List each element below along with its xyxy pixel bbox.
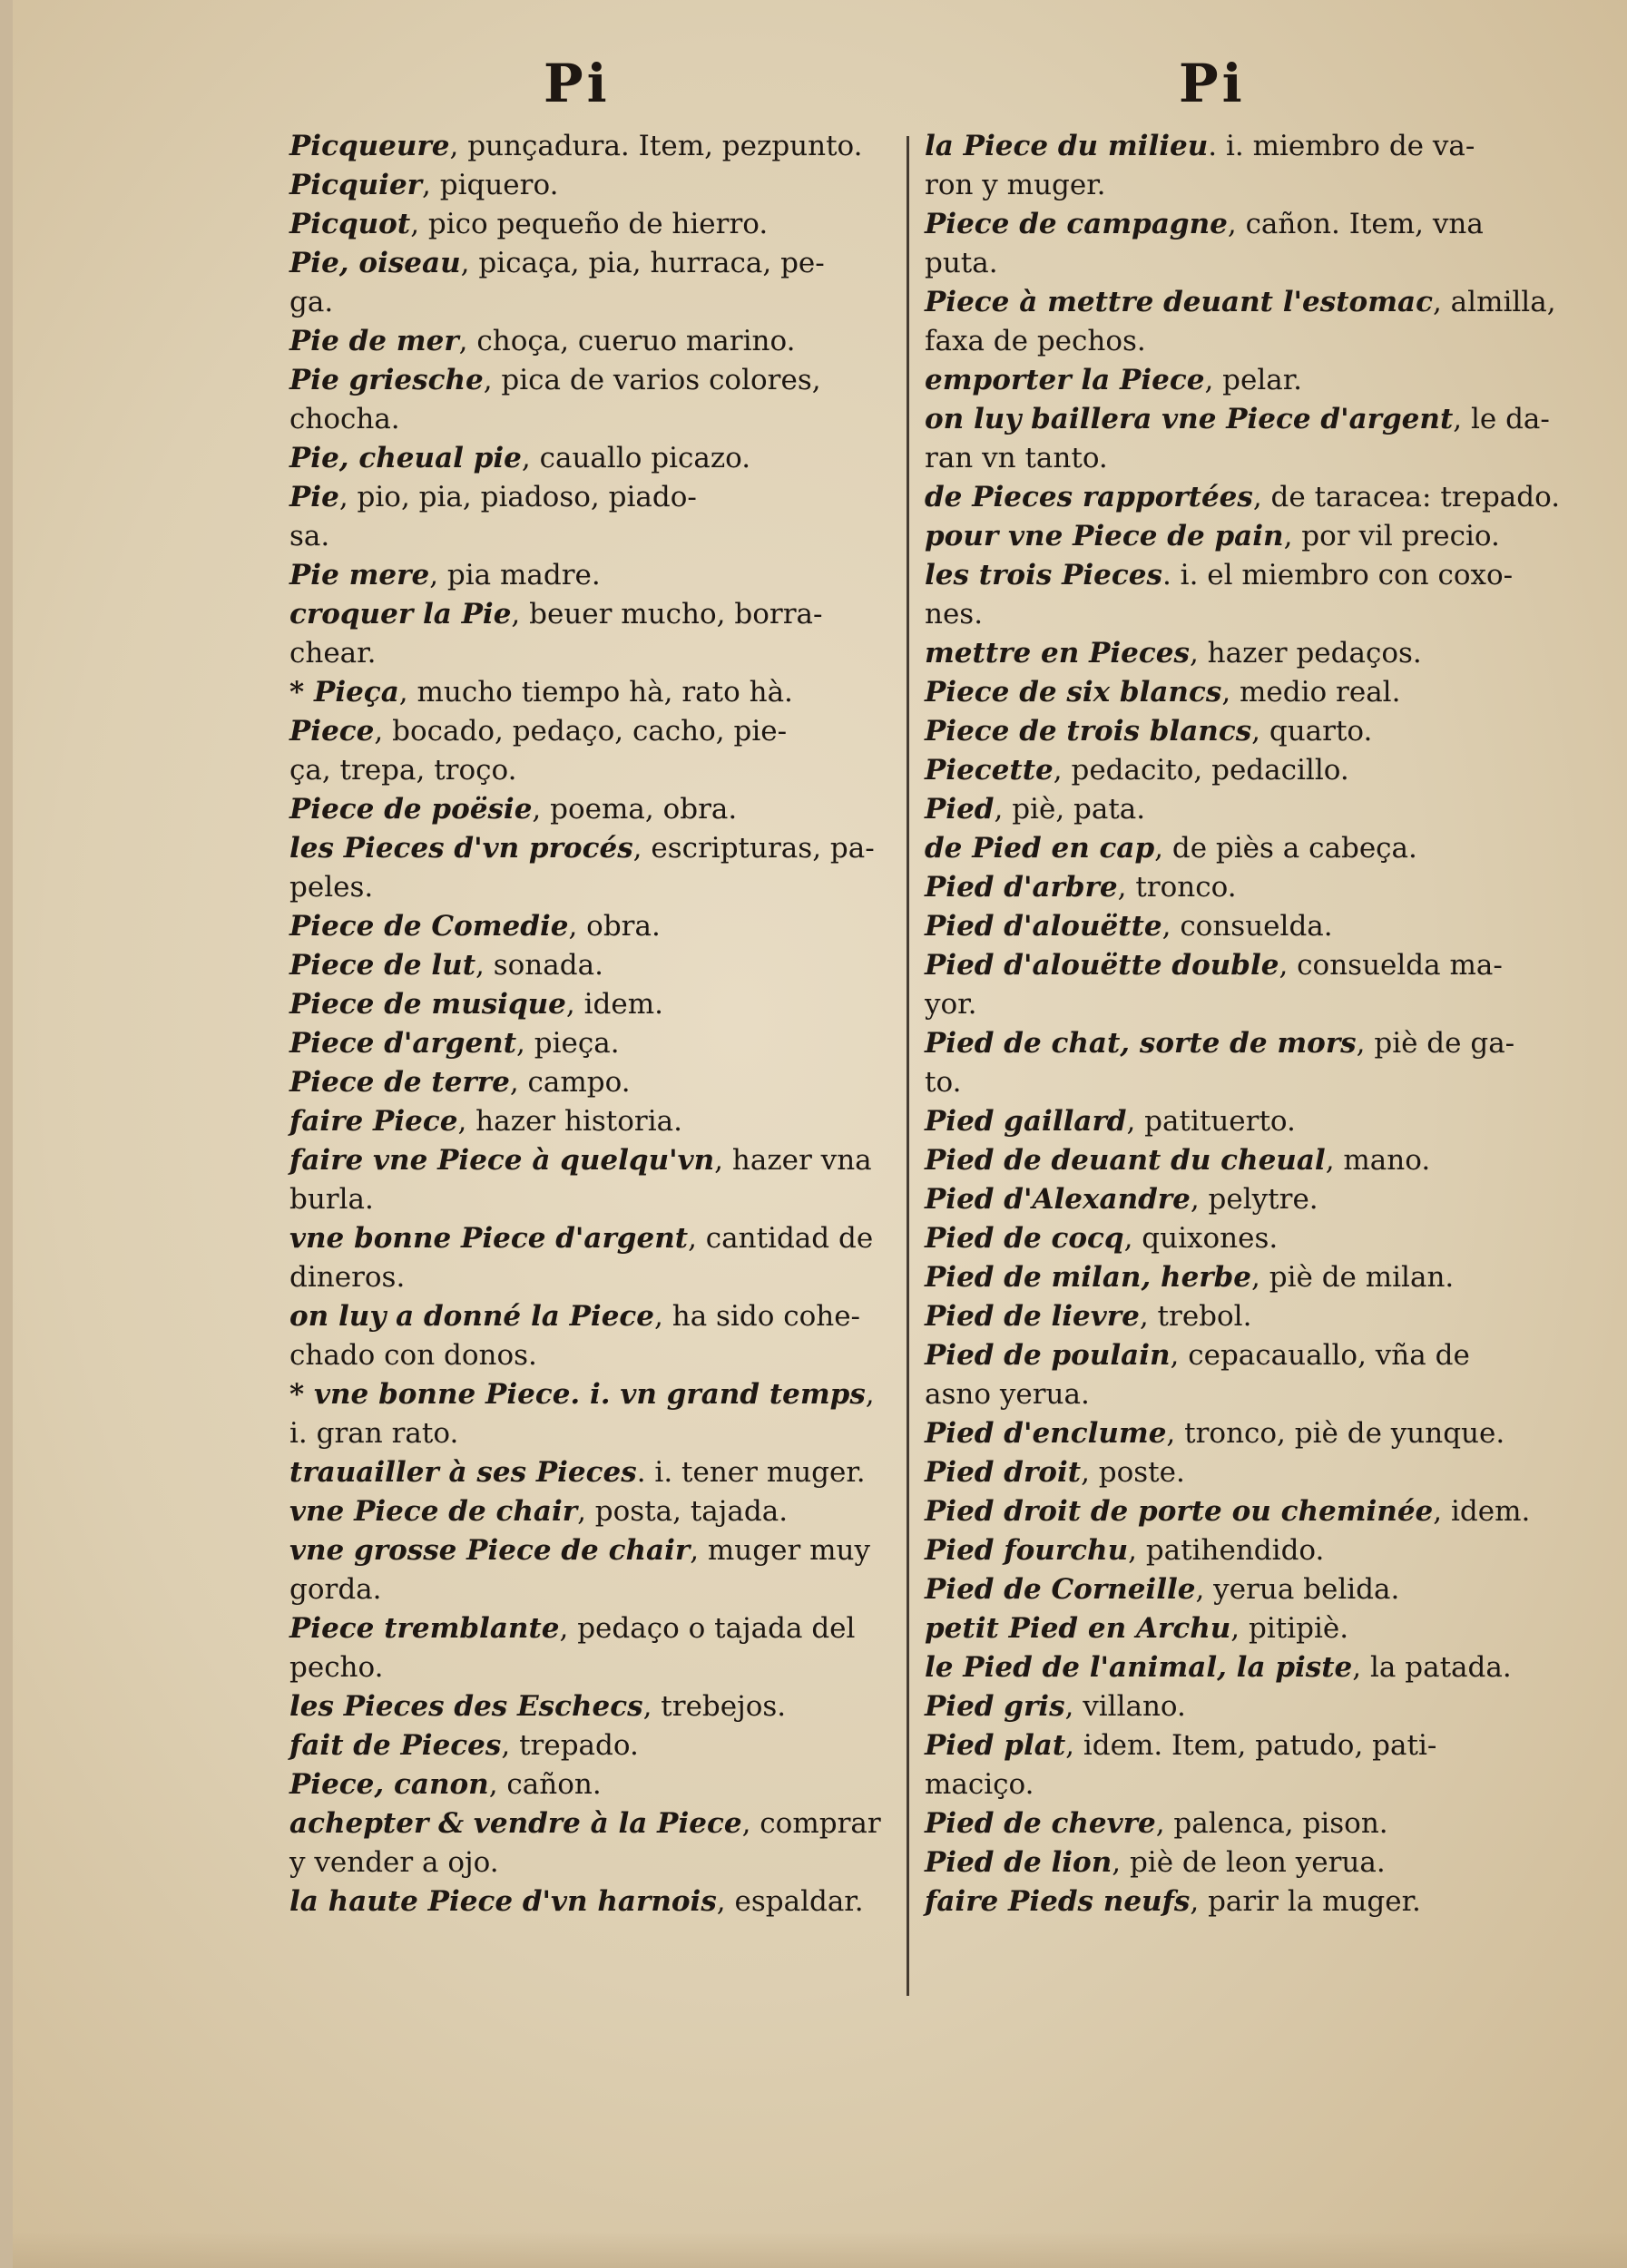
dictionary-entry [925, 985, 1514, 1024]
entry-headword: Piece de Comedie [289, 910, 569, 943]
entry-definition: ron y muger. [925, 169, 1106, 201]
dictionary-entry [925, 790, 1514, 829]
column-divider [907, 136, 909, 1996]
entry-headword: croquer la Pie [289, 598, 512, 631]
entry-definition: asno yerua. [925, 1378, 1090, 1411]
entry-definition: , comprar [741, 1807, 881, 1840]
entry-headword: Pie, cheual pie [289, 442, 522, 474]
dictionary-entry [289, 1687, 916, 1726]
entry-definition: chocha. [289, 403, 400, 435]
entry-definition: , trepado. [501, 1729, 639, 1762]
entry-definition: yor. [925, 988, 977, 1021]
entry-headword: Pie [289, 481, 339, 513]
entry-headword: Pied de cocq [925, 1222, 1124, 1255]
entry-definition: , trebejos. [642, 1690, 787, 1723]
entry-definition: , pitipiè. [1230, 1612, 1349, 1645]
dictionary-entry [925, 478, 1561, 517]
entry-headword: Piece à mettre deuant l'estomac [925, 286, 1433, 318]
entry-definition: , escripturas, pa- [632, 832, 875, 865]
entry-headword: vne grosse Piece de chair [289, 1534, 691, 1567]
dictionary-entry [289, 1336, 916, 1375]
entry-definition: , beuer mucho, borra- [511, 598, 823, 631]
entry-headword: la Piece du milieu [925, 130, 1209, 162]
entry-definition: , muger muy [690, 1534, 870, 1567]
entry-definition: gorda. [289, 1573, 382, 1606]
entry-definition: , [865, 1378, 875, 1411]
dictionary-entry [925, 595, 1514, 634]
dictionary-entry [925, 1180, 1514, 1219]
entry-headword: les trois Pieces [925, 559, 1162, 591]
dictionary-entry [289, 595, 916, 634]
entry-headword: Piece [289, 715, 375, 748]
entry-headword: Pie, oiseau [289, 247, 461, 279]
dictionary-entry [289, 322, 916, 361]
dictionary-entry [925, 634, 1514, 673]
dictionary-entry [925, 1258, 1514, 1297]
dictionary-entry [289, 1843, 916, 1882]
entry-headword: Piece d'argent [289, 1027, 517, 1060]
dictionary-entry [289, 1609, 916, 1648]
dictionary-entry [289, 634, 916, 673]
entry-headword: Piece de poësie [289, 793, 533, 826]
dictionary-entry [289, 1648, 916, 1687]
entry-definition: , pia madre. [429, 559, 601, 591]
entry-headword: mettre en Pieces [925, 637, 1190, 670]
entry-definition: , almilla, [1432, 286, 1556, 318]
entry-headword: vne bonne Piece d'argent [289, 1222, 689, 1255]
entry-definition: , idem. [1433, 1495, 1531, 1528]
entry-definition: , patituerto. [1126, 1105, 1296, 1138]
dictionary-entry [925, 1024, 1514, 1063]
entry-headword: Picquot [289, 208, 411, 240]
entry-definition: , hazer pedaços. [1189, 637, 1422, 670]
entry-headword: trauailler à ses Pieces [289, 1456, 637, 1489]
entry-headword: Pied de Corneille [925, 1573, 1196, 1606]
entry-headword: Piece, canon [289, 1768, 489, 1801]
entry-definition: , poste. [1081, 1456, 1185, 1489]
entry-headword: Pied d'enclume [925, 1417, 1167, 1450]
dictionary-entry [925, 244, 1514, 283]
dictionary-entry [289, 829, 916, 868]
entry-definition: maciço. [925, 1768, 1034, 1801]
entry-headword: Pied de lion [925, 1846, 1112, 1879]
dictionary-entry [925, 517, 1514, 556]
entry-definition: , de taracea: trepado. [1252, 481, 1561, 513]
entry-headword: faire Pieds neufs [925, 1885, 1191, 1918]
entry-headword: Pied gaillard [925, 1105, 1127, 1138]
dictionary-entry [925, 1570, 1514, 1609]
entry-definition: , hazer vna [714, 1144, 872, 1177]
entry-definition: , cañon. Item, vna [1227, 208, 1484, 240]
entry-headword: Pied de milan, herbe [925, 1261, 1252, 1294]
entry-definition: , piè de ga- [1356, 1027, 1515, 1060]
entry-headword: Piece de six blancs [925, 676, 1222, 709]
entry-definition: , piè de milan. [1251, 1261, 1455, 1294]
entry-headword: Picquier [289, 169, 423, 201]
dictionary-entry [925, 829, 1514, 868]
entry-headword: Pied de lievre [925, 1300, 1140, 1333]
entry-definition: , consuelda ma- [1279, 949, 1503, 982]
entry-definition: , cantidad de [688, 1222, 874, 1255]
entry-definition: . i. tener muger. [636, 1456, 866, 1489]
entry-definition: , poema, obra. [532, 793, 738, 826]
dictionary-entry [289, 1141, 916, 1180]
dictionary-entry [289, 283, 916, 322]
entry-definition: peles. [289, 871, 374, 904]
entry-definition: , cauallo picazo. [521, 442, 751, 474]
dictionary-entry [925, 1765, 1514, 1804]
entry-headword: Pied gris [925, 1690, 1065, 1723]
entry-definition: , campo. [509, 1066, 631, 1099]
entry-headword: de Pied en cap [925, 832, 1155, 865]
entry-definition: , medio real. [1221, 676, 1401, 709]
entry-headword: Pied de chat, sorte de mors [925, 1027, 1357, 1060]
entry-definition: , piè, pata. [994, 793, 1146, 826]
entry-definition: , punçadura. Item, pezpunto. [449, 130, 863, 162]
entry-definition: , pedaço o tajada del [559, 1612, 856, 1645]
entry-definition: , consuelda. [1161, 910, 1333, 943]
dictionary-entry [925, 322, 1514, 361]
dictionary-entry [289, 439, 916, 478]
dictionary-entry [925, 127, 1514, 166]
entry-definition: , pedacito, pedacillo. [1053, 754, 1349, 787]
entry-headword: la haute Piece d'vn harnois [289, 1885, 717, 1918]
dictionary-entry [925, 1882, 1514, 1921]
entry-definition: y vender a ojo. [289, 1846, 499, 1879]
entry-definition: , mano. [1325, 1144, 1431, 1177]
dictionary-entry [925, 868, 1514, 907]
entry-definition: puta. [925, 247, 998, 279]
entry-headword: Pied de poulain [925, 1339, 1171, 1372]
dictionary-entry [289, 1453, 916, 1492]
dictionary-entry [925, 1141, 1514, 1180]
dictionary-entry [289, 1765, 916, 1804]
dictionary-entry [289, 946, 916, 985]
entry-definition: , cepacauallo, vña de [1170, 1339, 1470, 1372]
entry-headword: Pied droit de porte ou cheminée [925, 1495, 1434, 1528]
entry-headword: pour vne Piece de pain [925, 520, 1284, 552]
entry-headword: Pie griesche [289, 364, 484, 396]
dictionary-entry [289, 1297, 916, 1336]
dictionary-entry [925, 1843, 1514, 1882]
entry-definition: , piè de leon yerua. [1112, 1846, 1386, 1879]
dictionary-entry [289, 1726, 916, 1765]
entry-headword: les Pieces d'vn procés [289, 832, 633, 865]
entry-headword: Piece de terre [289, 1066, 510, 1099]
dictionary-entry [925, 1648, 1514, 1687]
dictionary-entry [925, 712, 1514, 751]
dictionary-entry [925, 1687, 1514, 1726]
entry-definition: , obra. [568, 910, 661, 943]
dictionary-entry [925, 1492, 1531, 1531]
dictionary-entry [925, 1219, 1514, 1258]
dictionary-entry [925, 1609, 1514, 1648]
dictionary-entry [289, 361, 916, 400]
entry-headword: Piecette [925, 754, 1054, 787]
entry-definition: chado con donos. [289, 1339, 537, 1372]
dictionary-entry [925, 1336, 1514, 1375]
entry-definition: , pieça. [516, 1027, 620, 1060]
entry-definition: , bocado, pedaço, cacho, pie- [374, 715, 788, 748]
entry-headword: Pied d'alouëtte [925, 910, 1162, 943]
entry-headword: on luy baillera vne Piece d'argent [925, 403, 1454, 435]
dictionary-entry [289, 1375, 916, 1414]
entry-definition: , quixones. [1123, 1222, 1279, 1255]
entry-headword: de Pieces rapportées [925, 481, 1253, 513]
dictionary-entry [289, 205, 916, 244]
dictionary-entry [289, 1804, 916, 1843]
dictionary-entry [925, 283, 1556, 322]
entry-definition: , espaldar. [716, 1885, 864, 1918]
dictionary-entry [925, 361, 1514, 400]
entry-definition: , por vil precio. [1283, 520, 1500, 552]
entry-headword: Pie mere [289, 559, 430, 591]
dictionary-entry [289, 1258, 916, 1297]
dictionary-entry [289, 244, 916, 283]
entry-definition: faxa de pechos. [925, 325, 1146, 357]
dictionary-entry [289, 868, 916, 907]
entry-headword: * vne bonne Piece. i. vn grand temps [289, 1378, 866, 1411]
entry-headword: Pie de mer [289, 325, 459, 357]
entry-definition: , yerua belida. [1195, 1573, 1400, 1606]
entry-definition: chear. [289, 637, 377, 670]
entry-definition: , tronco. [1117, 871, 1237, 904]
entry-definition: nes. [925, 598, 984, 631]
entry-definition: , hazer historia. [457, 1105, 682, 1138]
dictionary-entry [289, 1882, 916, 1921]
dictionary-entry [289, 907, 916, 946]
dictionary-entry [289, 1492, 916, 1531]
dictionary-entry [289, 985, 916, 1024]
entry-definition: , tronco, piè de yunque. [1166, 1417, 1505, 1450]
entry-definition: , ha sido cohe- [654, 1300, 861, 1333]
entry-definition: ran vn tanto. [925, 442, 1108, 474]
dictionary-page [13, 0, 1627, 2268]
entry-definition: pecho. [289, 1651, 384, 1684]
entry-headword: le Pied de l'animal, la piste [925, 1651, 1353, 1684]
dictionary-entry [289, 400, 916, 439]
entry-definition: , pica de varios colores, [483, 364, 821, 396]
dictionary-entry [289, 1024, 916, 1063]
entry-headword: Pied d'Alexandre [925, 1183, 1191, 1216]
entry-headword: Piece de campagne [925, 208, 1228, 240]
entry-headword: vne Piece de chair [289, 1495, 578, 1528]
dictionary-entry [289, 166, 916, 205]
entry-definition: , pico pequeño de hierro. [410, 208, 769, 240]
entry-definition: ça, trepa, troço. [289, 754, 517, 787]
entry-headword: Pied plat [925, 1729, 1066, 1762]
dictionary-entry [289, 1414, 916, 1453]
dictionary-entry [289, 517, 916, 556]
entry-definition: , cañon. [488, 1768, 602, 1801]
entry-definition: , piquero. [422, 169, 559, 201]
entry-definition: , choça, cueruo marino. [458, 325, 796, 357]
dictionary-entry [925, 946, 1514, 985]
dictionary-entry [925, 1726, 1514, 1765]
entry-definition: burla. [289, 1183, 374, 1216]
entry-headword: petit Pied en Archu [925, 1612, 1231, 1645]
entry-definition: , patihendido. [1128, 1534, 1325, 1567]
entry-definition: , posta, tajada. [577, 1495, 789, 1528]
entry-definition: dineros. [289, 1261, 406, 1294]
dictionary-entry [289, 1063, 916, 1102]
entry-definition: , la patada. [1352, 1651, 1512, 1684]
entry-headword: Pied [925, 793, 995, 826]
dictionary-entry [289, 127, 916, 166]
entry-definition: , mucho tiempo hà, rato hà. [398, 676, 793, 709]
entry-headword: faire vne Piece à quelqu'vn [289, 1144, 715, 1177]
dictionary-entry [289, 556, 916, 595]
entry-headword: Pied droit [925, 1456, 1082, 1489]
dictionary-entry [289, 1570, 916, 1609]
entry-headword: les Pieces des Eschecs [289, 1690, 643, 1723]
dictionary-entry [925, 1453, 1514, 1492]
dictionary-entry [289, 673, 916, 712]
entry-definition: , pelar. [1204, 364, 1303, 396]
entry-headword: Picqueure [289, 130, 450, 162]
entry-definition: ga. [289, 286, 334, 318]
entry-headword: faire Piece [289, 1105, 458, 1138]
dictionary-entry [925, 673, 1514, 712]
dictionary-entry [289, 1180, 916, 1219]
entry-headword: Piece de musique [289, 988, 566, 1021]
left-column [289, 127, 916, 1921]
entry-definition: , le da- [1453, 403, 1550, 435]
entry-headword: Piece de lut [289, 949, 476, 982]
running-head-right: Pi [1179, 53, 1246, 114]
dictionary-entry [289, 478, 916, 517]
entry-definition: , pio, pia, piadoso, piado- [338, 481, 697, 513]
entry-definition: , picaça, pia, hurraca, pe- [460, 247, 825, 279]
right-column [925, 127, 1561, 1921]
dictionary-entry [925, 205, 1514, 244]
entry-definition: to. [925, 1066, 962, 1099]
dictionary-entry [925, 907, 1514, 946]
entry-headword: Piece tremblante [289, 1612, 560, 1645]
dictionary-entry [925, 1804, 1514, 1843]
entry-definition: , idem. [565, 988, 663, 1021]
dictionary-entry [925, 439, 1514, 478]
entry-definition: , sonada. [475, 949, 603, 982]
dictionary-entry [289, 1219, 916, 1258]
dictionary-entry [925, 751, 1514, 790]
entry-definition: sa. [289, 520, 330, 552]
entry-headword: Pied d'arbre [925, 871, 1118, 904]
running-head-left: Pi [544, 53, 611, 114]
entry-definition: . i. el miembro con coxo- [1161, 559, 1514, 591]
entry-definition: , de piès a cabeça. [1154, 832, 1417, 865]
dictionary-entry [289, 790, 916, 829]
dictionary-entry [925, 1063, 1514, 1102]
dictionary-entry [925, 1102, 1514, 1141]
entry-definition: , pelytre. [1190, 1183, 1318, 1216]
entry-definition: , villano. [1064, 1690, 1186, 1723]
entry-headword: Pied de chevre [925, 1807, 1156, 1840]
entry-headword: on luy a donné la Piece [289, 1300, 655, 1333]
entry-definition: , quarto. [1251, 715, 1373, 748]
entry-headword: * Pieça [289, 676, 399, 709]
page-edge [13, 2232, 1627, 2268]
dictionary-entry [925, 400, 1550, 439]
entry-definition: , parir la muger. [1190, 1885, 1421, 1918]
entry-headword: Piece de trois blancs [925, 715, 1252, 748]
dictionary-entry [289, 751, 916, 790]
dictionary-entry [289, 712, 916, 751]
dictionary-entry [925, 556, 1514, 595]
entry-definition: i. gran rato. [289, 1417, 459, 1450]
dictionary-entry [925, 1297, 1514, 1336]
dictionary-entry [289, 1531, 916, 1570]
entry-headword: emporter la Piece [925, 364, 1205, 396]
dictionary-entry [289, 1102, 916, 1141]
dictionary-entry [925, 1531, 1514, 1570]
entry-definition: . i. miembro de va- [1208, 130, 1475, 162]
entry-headword: achepter & vendre à la Piece [289, 1807, 742, 1840]
entry-definition: , palenca, pison. [1155, 1807, 1388, 1840]
entry-definition: , trebol. [1139, 1300, 1252, 1333]
dictionary-entry [925, 1414, 1514, 1453]
entry-headword: Pied d'alouëtte double [925, 949, 1279, 982]
entry-definition: , idem. Item, patudo, pati- [1065, 1729, 1437, 1762]
dictionary-entry [925, 1375, 1514, 1414]
entry-headword: Pied de deuant du cheual [925, 1144, 1326, 1177]
entry-headword: fait de Pieces [289, 1729, 502, 1762]
entry-headword: Pied fourchu [925, 1534, 1129, 1567]
dictionary-entry [925, 166, 1514, 205]
